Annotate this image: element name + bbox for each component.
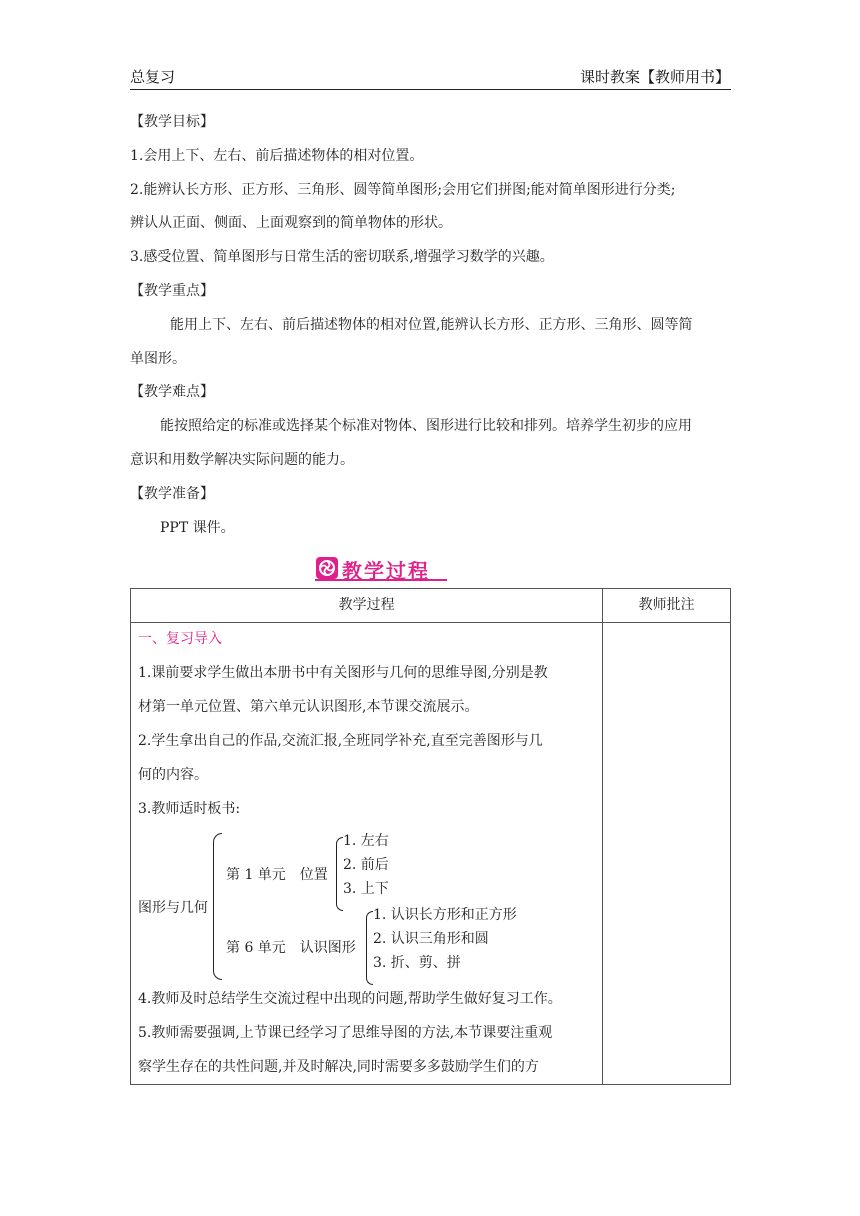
goal-3: 3.感受位置、简单图形与日常生活的密切联系,增强学习数学的兴趣。 (130, 249, 554, 265)
preparation-heading: 【教学准备】 (130, 486, 214, 502)
header-chapter: 总复习 (130, 68, 176, 86)
header-book-title: 课时教案【教师用书】 (579, 68, 730, 86)
banner-title: 教学过程 (342, 559, 430, 583)
mindmap-unit-6-item-3: 3. 折、剪、拼 (373, 955, 461, 971)
mindmap-root-brace (213, 833, 222, 980)
key-points-line-2: 单图形。 (130, 351, 186, 367)
header-divider (130, 89, 731, 90)
item-1-line-1: 1.课前要求学生做出本册书中有关图形与几何的思维导图,分别是教 (138, 665, 548, 681)
process-table (130, 588, 731, 1085)
item-5-line-2: 察学生存在的共性问题,并及时解决,同时需要多多鼓励学生们的方 (138, 1059, 539, 1075)
part-1-title: 一、复习导入 (138, 631, 222, 647)
difficulties-line-1: 能按照给定的标准或选择某个标准对物体、图形进行比较和排列。培养学生初步的应用 (160, 418, 692, 434)
item-5-line-1: 5.教师需要强调,上节课已经学习了思维导图的方法,本节课要注重观 (138, 1025, 553, 1041)
flower-icon (316, 557, 338, 579)
table-header-process: 教学过程 (131, 589, 603, 623)
item-3: 3.教师适时板书: (138, 801, 241, 817)
mindmap-unit-1-item-3: 3. 上下 (343, 881, 389, 897)
goal-1: 1.会用上下、左右、前后描述物体的相对位置。 (130, 148, 424, 164)
key-points-heading: 【教学重点】 (130, 283, 214, 299)
mindmap-unit-1-item-1: 1. 左右 (343, 833, 389, 849)
item-4: 4.教师及时总结学生交流过程中出现的问题,帮助学生做好复习工作。 (138, 991, 562, 1007)
goals-heading: 【教学目标】 (130, 114, 214, 130)
difficulties-line-2: 意识和用数学解决实际问题的能力。 (130, 452, 354, 468)
goal-2-line-2: 辨认从正面、侧面、上面观察到的简单物体的形状。 (130, 215, 452, 231)
mindmap-root: 图形与几何 (138, 900, 208, 916)
process-cell (131, 623, 603, 1085)
preparation-text: PPT 课件。 (160, 520, 235, 536)
goal-2-line-1: 2.能辨认长方形、正方形、三角形、圆等简单图形;会用它们拼图;能对简单图形进行分类; (130, 182, 676, 198)
mindmap-unit-6-item-1: 1. 认识长方形和正方形 (373, 907, 517, 923)
mindmap-unit-1-brace (336, 837, 343, 911)
item-2-line-2: 何的内容。 (138, 767, 208, 783)
table-header-notes: 教师批注 (603, 589, 731, 623)
banner-underline (315, 579, 447, 581)
mindmap-unit-1: 第 1 单元 位置 (226, 867, 328, 883)
key-points-line-1: 能用上下、左右、前后描述物体的相对位置,能辨认长方形、正方形、三角形、圆等简 (170, 317, 693, 333)
mindmap-unit-6-brace (366, 911, 373, 985)
item-2-line-1: 2.学生拿出自己的作品,交流汇报,全班同学补充,直至完善图形与几 (138, 733, 543, 749)
difficulties-heading: 【教学难点】 (130, 384, 214, 400)
mindmap-unit-6: 第 6 单元 认识图形 (226, 940, 356, 956)
item-1-line-2: 材第一单元位置、第六单元认识图形,本节课交流展示。 (138, 699, 479, 715)
mindmap-unit-1-item-2: 2. 前后 (343, 857, 389, 873)
notes-cell (603, 623, 731, 1085)
mindmap-unit-6-item-2: 2. 认识三角形和圆 (373, 931, 489, 947)
